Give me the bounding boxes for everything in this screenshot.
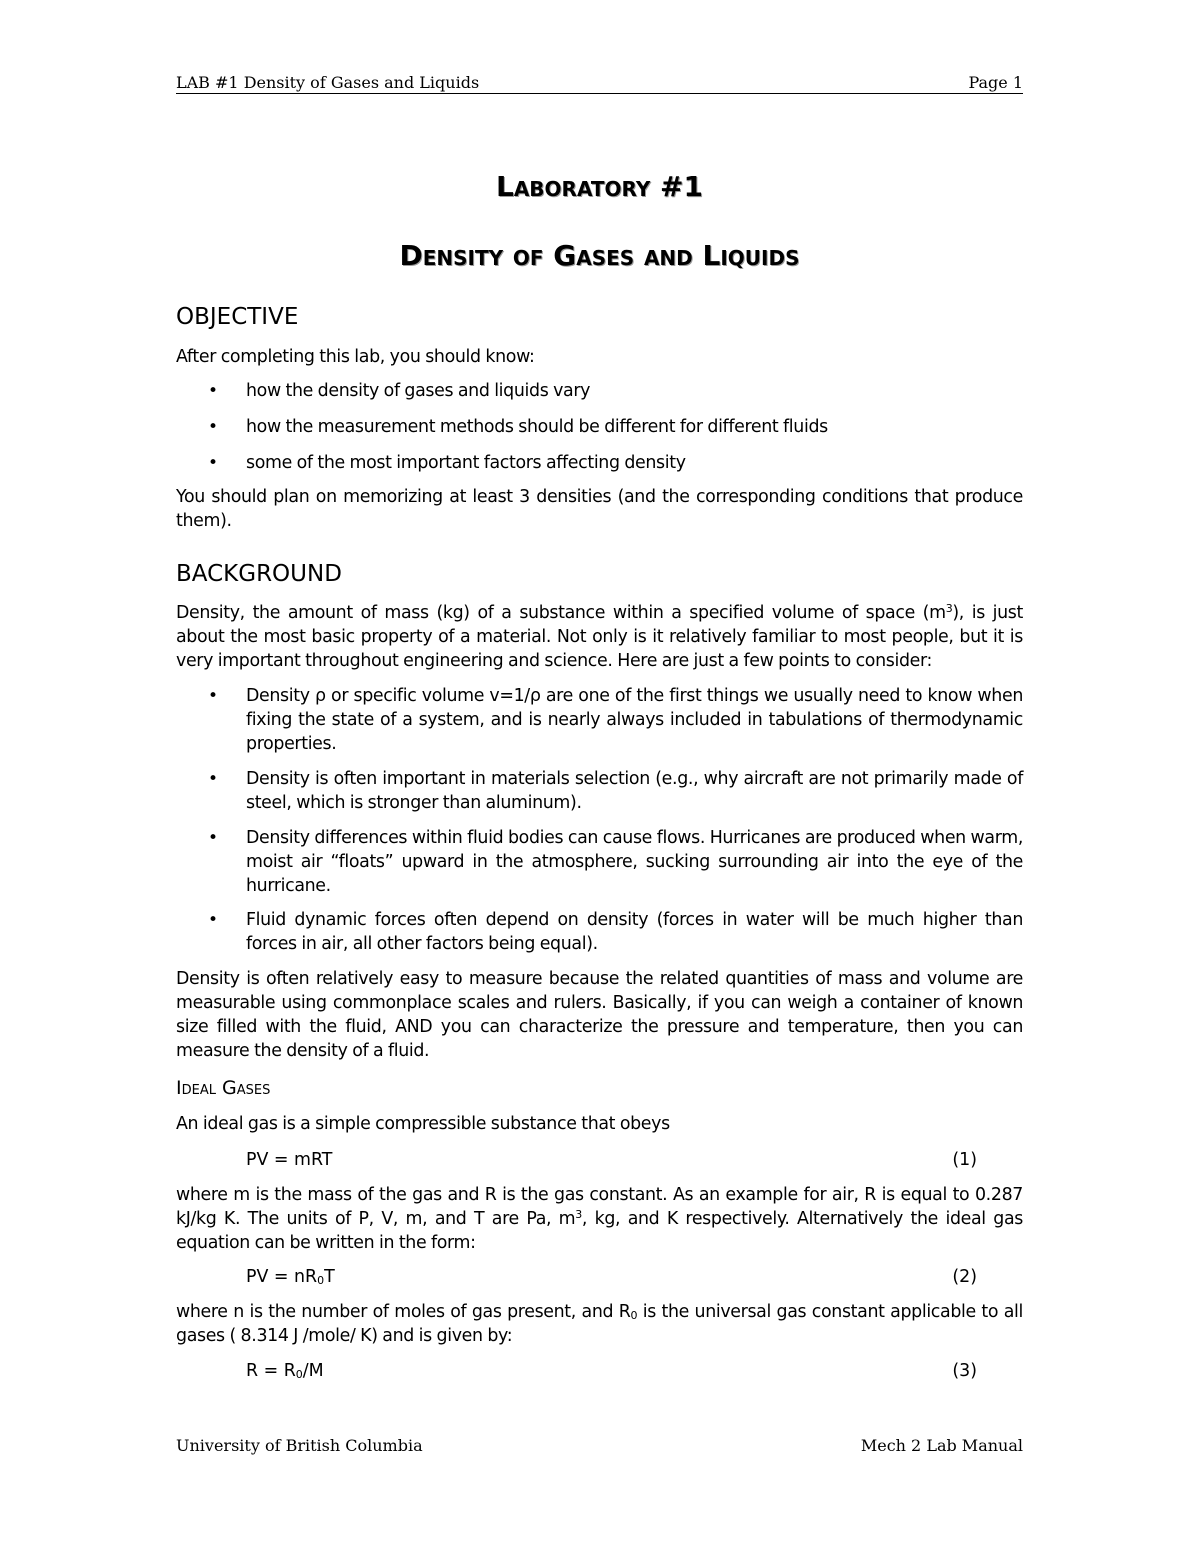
- ideal-gases-heading: Ideal Gases: [176, 1077, 271, 1099]
- objective-bullet-2: how the measurement methods should be different for different fluids: [246, 417, 828, 437]
- ideal-gases-paragraph-1: where m is the mass of the gas and R is the gas constant. As an example for air, R is equal to 0.287 kJ/kg K. The units of P, V, m, and T are Pa, $m^3$, kg, and K respectively. Alternatively the ideal gas equation can be written in the form:: [176, 1185, 1023, 1253]
- ideal-gases-paragraph-2: where n is the number of moles of gas present, and $R_0$ is the universal gas constant applicable to all gases ( 8.314 J /mole/ K) and is given by:: [176, 1302, 1023, 1346]
- background-bullet-4: Fluid dynamic forces often depend on density (forces in water will be much higher than forces in air, all other factors being equal).: [246, 910, 1023, 954]
- header-title: LAB #1 Density of Gases and Liquids: [176, 73, 480, 92]
- bullet-icon: •: [208, 417, 219, 437]
- objective-closing: You should plan on memorizing at least 3 densities (and the corresponding conditions that produce them).: [176, 487, 1023, 531]
- page-footer: [176, 1435, 1023, 1457]
- objective-heading: OBJECTIVE: [176, 304, 299, 330]
- bullet-icon: •: [208, 381, 219, 401]
- background-bullet-2: Density is often important in materials selection (e.g., why aircraft are not primarily made of steel, which is stronger than aluminum).: [246, 769, 1023, 813]
- background-heading: BACKGROUND: [176, 561, 342, 587]
- lab-title: Laboratory #1: [495, 170, 704, 203]
- bullet-icon: •: [208, 910, 219, 930]
- bullet-icon: •: [208, 453, 219, 473]
- background-intro: Density, the amount of mass (kg) of a substance within a specified volume of space $(m^3)$, is just about the most basic property of a material. Not only is it relatively familiar to most people, but it is very important throughout engineering and science. Here are just a few points to consider:: [176, 602, 1023, 671]
- equation-2: PV = $nR_0T$: [246, 1267, 335, 1287]
- bullet-icon: •: [208, 686, 219, 706]
- ideal-gases-intro: An ideal gas is a simple compressible substance that obeys: [176, 1114, 670, 1134]
- equation-1-number: (1): [952, 1150, 977, 1170]
- header-page-number: Page 1: [968, 73, 1023, 92]
- footer-manual-name: Mech 2 Lab Manual: [860, 1436, 1023, 1455]
- equation-1: PV = mRT: [246, 1150, 333, 1170]
- objective-intro: After completing this lab, you should know:: [176, 347, 535, 367]
- objective-bullet-1: how the density of gases and liquids vary: [246, 381, 591, 401]
- background-closing: Density is often relatively easy to measure because the related quantities of mass and volume are measurable using commonplace scales and rulers. Basically, if you can weigh a container of known size filled with the fluid, AND you can characterize the pressure and temperature, then you can measure the density of a fluid.: [176, 969, 1023, 1061]
- background-bullet-1: Density ρ or specific volume v=1/ρ are one of the first things we usually need to know when fixing the state of a system, and is nearly always included in tabulations of thermodynamic properties.: [246, 686, 1023, 754]
- footer-institution: University of British Columbia: [176, 1436, 423, 1455]
- bullet-icon: •: [208, 828, 219, 848]
- objective-bullet-3: some of the most important factors affecting density: [246, 453, 686, 473]
- page-header: [176, 73, 1023, 94]
- background-bullet-3: Density differences within fluid bodies can cause flows. Hurricanes are produced when warm, moist air “floats” upward in the atmosphere, sucking surrounding air into the eye of the hurricane.: [246, 828, 1023, 896]
- equation-3: $R = R_0/M$: [246, 1361, 324, 1381]
- lab-subtitle: Density of Gases and Liquids: [399, 239, 800, 272]
- bullet-icon: •: [208, 769, 219, 789]
- equation-2-number: (2): [952, 1267, 977, 1287]
- equation-3-number: (3): [952, 1361, 977, 1381]
- document-page: [176, 0, 1023, 1553]
